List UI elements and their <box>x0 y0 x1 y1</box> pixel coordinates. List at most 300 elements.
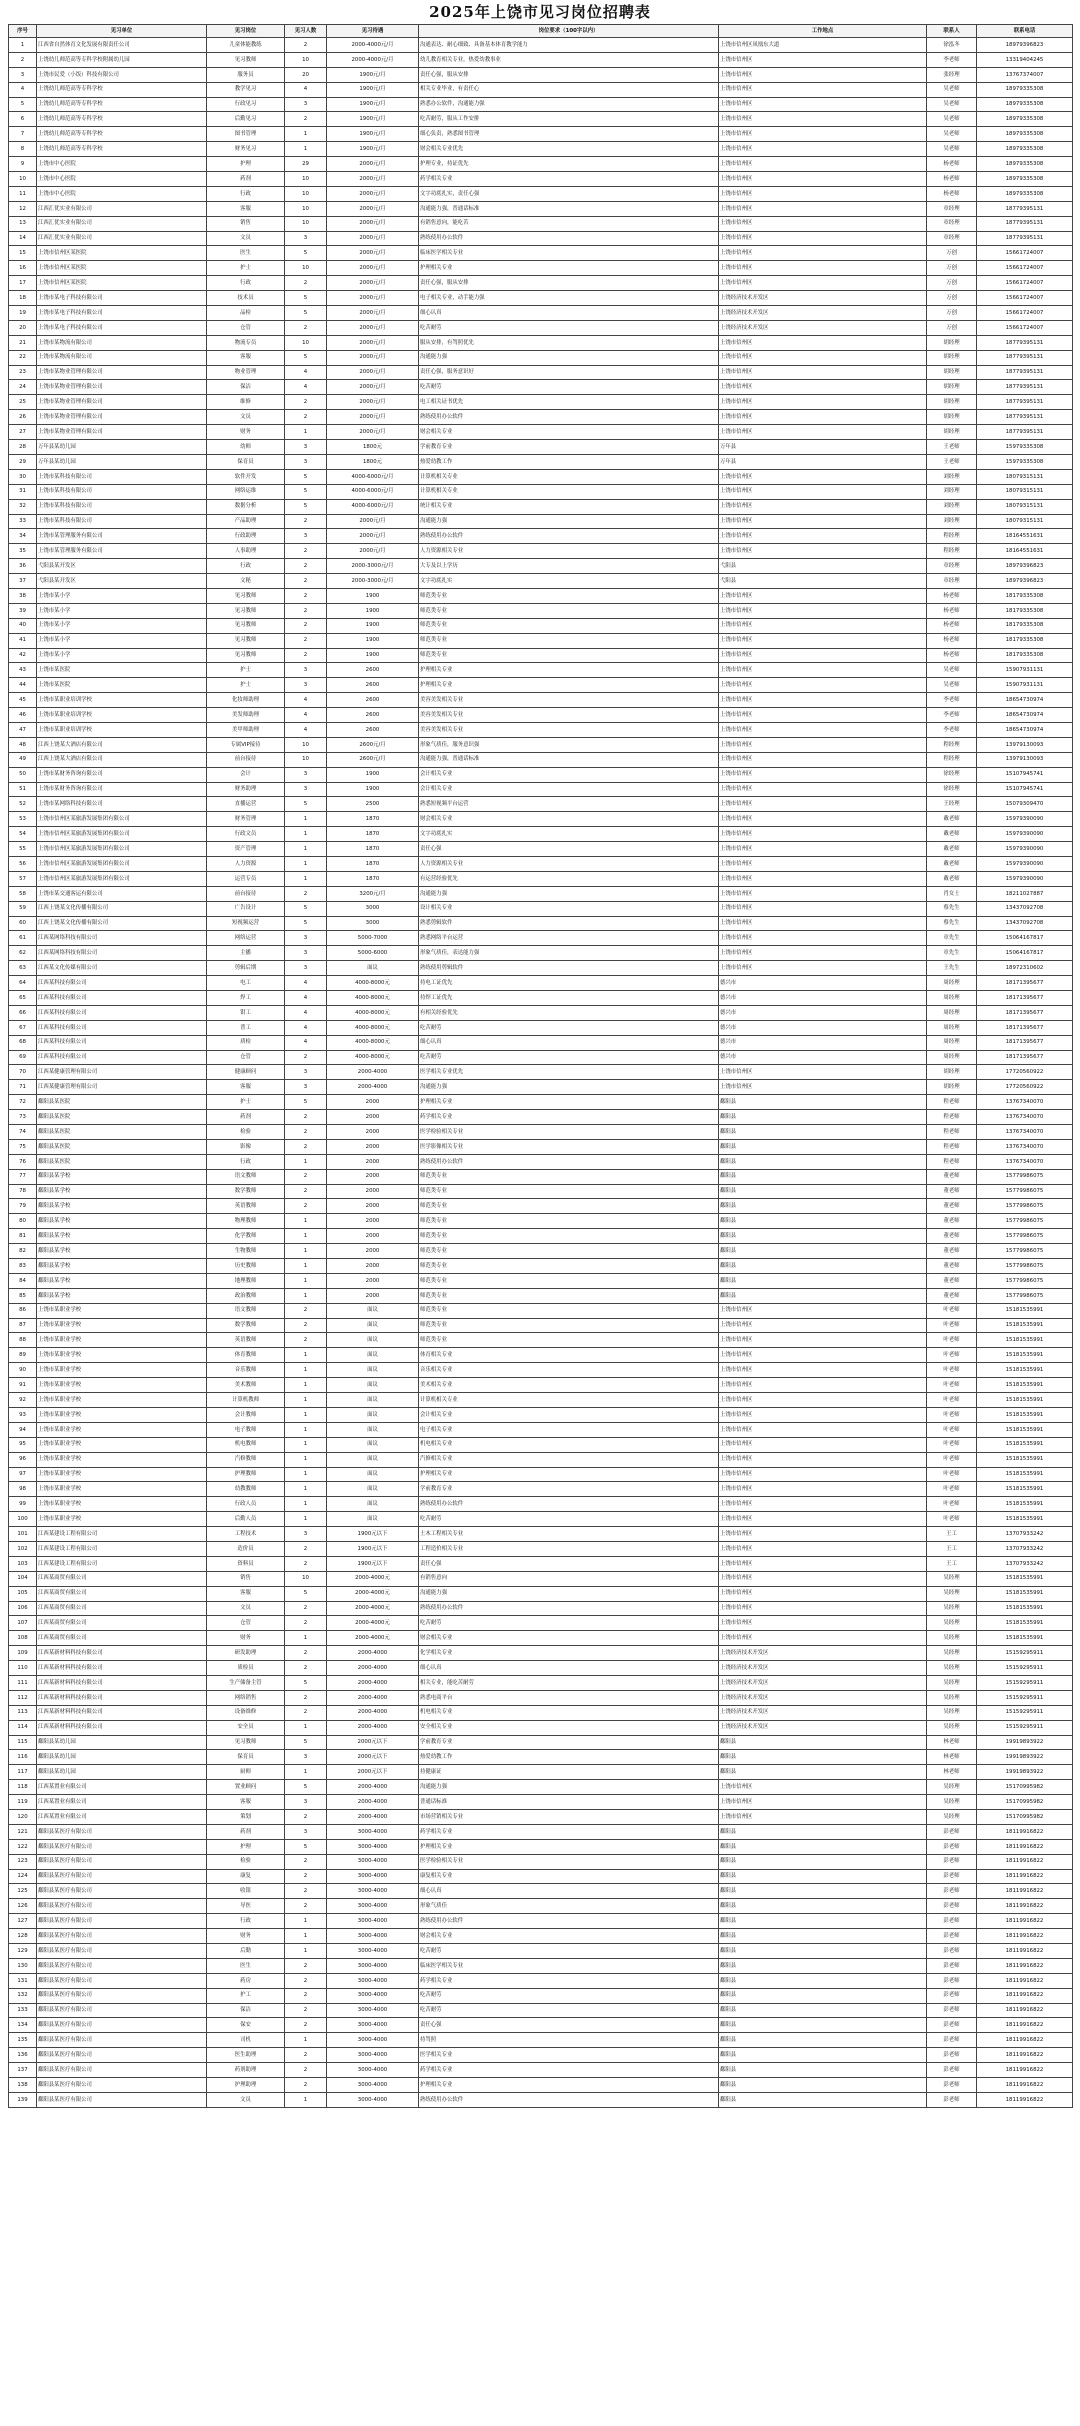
cell-count: 3 <box>285 1824 327 1839</box>
cell-requirements: 有运营经验优先 <box>419 871 719 886</box>
cell-requirements: 护理相关专业 <box>419 1839 719 1854</box>
table-row <box>9 350 1073 365</box>
cell-employer: 江西某商贸有限公司 <box>37 1586 207 1601</box>
cell-employer: 江西汇优实业有限公司 <box>37 231 207 246</box>
cell-index: 134 <box>9 2018 37 2033</box>
cell-index: 102 <box>9 1541 37 1556</box>
table-row <box>9 1125 1073 1140</box>
cell-salary: 2000-4000元 <box>327 1586 419 1601</box>
cell-requirements: 康复相关专业 <box>419 1869 719 1884</box>
cell-requirements: 熟练使用办公软件 <box>419 2092 719 2107</box>
cell-requirements: 计算机相关专业 <box>419 484 719 499</box>
table-row <box>9 1139 1073 1154</box>
cell-salary: 4000-8000元 <box>327 1005 419 1020</box>
cell-count: 1 <box>285 1348 327 1363</box>
cell-requirements: 责任心强，服从安排 <box>419 67 719 82</box>
cell-contact: 彭老师 <box>927 1869 977 1884</box>
cell-employer: 鄱阳县某医疗有限公司 <box>37 1824 207 1839</box>
cell-contact: 彭老师 <box>927 1958 977 1973</box>
cell-location: 上饶市信州区 <box>719 812 927 827</box>
cell-employer: 上饶市某物业管理有限公司 <box>37 380 207 395</box>
cell-contact: 周经理 <box>927 1020 977 1035</box>
cell-contact: 杨老师 <box>927 157 977 172</box>
cell-index: 97 <box>9 1467 37 1482</box>
cell-count: 2 <box>285 1884 327 1899</box>
cell-count: 4 <box>285 1005 327 1020</box>
cell-count: 2 <box>285 2003 327 2018</box>
cell-contact: 叶老师 <box>927 1467 977 1482</box>
cell-requirements: 沟通能力强 <box>419 886 719 901</box>
cell-employer: 江西某科技有限公司 <box>37 1005 207 1020</box>
cell-count: 4 <box>285 693 327 708</box>
cell-position: 保育员 <box>207 454 285 469</box>
cell-location: 上饶市信州区 <box>719 1452 927 1467</box>
cell-count: 1 <box>285 1467 327 1482</box>
cell-position: 产品助理 <box>207 514 285 529</box>
cell-employer: 鄱阳县某医院 <box>37 1154 207 1169</box>
cell-phone: 15979390090 <box>977 842 1073 857</box>
cell-location: 德兴市 <box>719 1005 927 1020</box>
cell-position: 护工 <box>207 1988 285 2003</box>
cell-contact: 程经理 <box>927 544 977 559</box>
cell-requirements: 护理专业，持证优先 <box>419 157 719 172</box>
table-row <box>9 1288 1073 1303</box>
cell-count: 3 <box>285 1080 327 1095</box>
cell-employer: 江西某科技有限公司 <box>37 1050 207 1065</box>
cell-employer: 上饶市某小学 <box>37 588 207 603</box>
cell-count: 1 <box>285 1393 327 1408</box>
cell-index: 45 <box>9 693 37 708</box>
table-row <box>9 1437 1073 1452</box>
cell-phone: 18171395677 <box>977 1020 1073 1035</box>
cell-employer: 上饶市某职业学校 <box>37 1363 207 1378</box>
cell-requirements: 吃苦耐劳，服从工作安排 <box>419 112 719 127</box>
cell-index: 35 <box>9 544 37 559</box>
cell-phone: 15181535991 <box>977 1363 1073 1378</box>
table-row <box>9 1422 1073 1437</box>
cell-count: 1 <box>285 1378 327 1393</box>
cell-employer: 上饶市某管理服务有限公司 <box>37 544 207 559</box>
cell-requirements: 学前教育专业 <box>419 1482 719 1497</box>
cell-requirements: 形象气质佳，服务意识强 <box>419 737 719 752</box>
cell-index: 75 <box>9 1139 37 1154</box>
cell-employer: 鄱阳县某学校 <box>37 1199 207 1214</box>
table-row <box>9 157 1073 172</box>
cell-salary: 2000元/月 <box>327 544 419 559</box>
cell-salary: 2000 <box>327 1214 419 1229</box>
cell-employer: 鄱阳县某医疗有限公司 <box>37 2078 207 2093</box>
cell-phone: 18164551631 <box>977 529 1073 544</box>
cell-contact: 叶老师 <box>927 1348 977 1363</box>
cell-index: 53 <box>9 812 37 827</box>
cell-requirements: 师范类专业 <box>419 1333 719 1348</box>
table-row <box>9 722 1073 737</box>
cell-employer: 上饶幼儿师范高等专科学校附属幼儿园 <box>37 52 207 67</box>
cell-phone: 15661724007 <box>977 276 1073 291</box>
cell-salary: 5000-7000 <box>327 931 419 946</box>
cell-contact: 吴经理 <box>927 1601 977 1616</box>
cell-index: 29 <box>9 454 37 469</box>
cell-requirements: 沟通能力强 <box>419 1080 719 1095</box>
cell-employer: 江西某建设工程有限公司 <box>37 1527 207 1542</box>
table-row <box>9 1765 1073 1780</box>
cell-employer: 上饶市信州区某旅游发展集团有限公司 <box>37 842 207 857</box>
cell-position: 医生 <box>207 1958 285 1973</box>
cell-contact: 周经理 <box>927 991 977 1006</box>
cell-count: 2 <box>285 618 327 633</box>
cell-position: 幼教教师 <box>207 1482 285 1497</box>
cell-position: 直播运营 <box>207 797 285 812</box>
cell-count: 1 <box>285 1229 327 1244</box>
cell-position: 专属VIP接待 <box>207 737 285 752</box>
cell-salary: 面议 <box>327 1303 419 1318</box>
cell-index: 31 <box>9 484 37 499</box>
cell-contact: 王老师 <box>927 454 977 469</box>
cell-contact: 吴经理 <box>927 1586 977 1601</box>
cell-requirements: 学前教育专业 <box>419 440 719 455</box>
cell-phone: 15779986075 <box>977 1244 1073 1259</box>
table-row <box>9 97 1073 112</box>
cell-employer: 江西某置业有限公司 <box>37 1809 207 1824</box>
cell-salary: 2000元以下 <box>327 1765 419 1780</box>
cell-contact: 周经理 <box>927 976 977 991</box>
cell-count: 10 <box>285 52 327 67</box>
cell-phone: 18119916822 <box>977 2078 1073 2093</box>
cell-location: 鄱阳县 <box>719 1973 927 1988</box>
cell-salary: 2000 <box>327 1125 419 1140</box>
table-row <box>9 976 1073 991</box>
cell-requirements: 学前教育专业 <box>419 1735 719 1750</box>
cell-employer: 江西上饶某文化传播有限公司 <box>37 901 207 916</box>
cell-position: 人事助理 <box>207 544 285 559</box>
cell-phone: 15181535991 <box>977 1467 1073 1482</box>
cell-location: 上饶市信州区 <box>719 499 927 514</box>
cell-employer: 江西某建设工程有限公司 <box>37 1556 207 1571</box>
cell-employer: 上饶市中心医院 <box>37 157 207 172</box>
cell-salary: 4000-8000元 <box>327 1020 419 1035</box>
header-position: 见习岗位 <box>207 25 285 38</box>
cell-location: 上饶市信州区 <box>719 201 927 216</box>
cell-contact: 董老师 <box>927 1214 977 1229</box>
cell-position: 销售 <box>207 1571 285 1586</box>
cell-count: 2 <box>285 1899 327 1914</box>
cell-location: 鄱阳县 <box>719 1273 927 1288</box>
cell-position: 广告设计 <box>207 901 285 916</box>
cell-index: 130 <box>9 1958 37 1973</box>
cell-phone: 18171395677 <box>977 1035 1073 1050</box>
cell-employer: 上饶市某职业学校 <box>37 1512 207 1527</box>
cell-position: 美发师助理 <box>207 708 285 723</box>
cell-position: 客服 <box>207 1795 285 1810</box>
cell-contact: 吴经理 <box>927 1646 977 1661</box>
cell-location: 鄱阳县 <box>719 1288 927 1303</box>
cell-phone: 13767340070 <box>977 1110 1073 1125</box>
cell-position: 收银 <box>207 1884 285 1899</box>
cell-salary: 2000 <box>327 1273 419 1288</box>
cell-requirements: 美容美发相关专业 <box>419 708 719 723</box>
cell-position: 工程技术 <box>207 1527 285 1542</box>
table-row <box>9 514 1073 529</box>
cell-salary: 2000元/月 <box>327 276 419 291</box>
table-row <box>9 1586 1073 1601</box>
cell-phone: 18779395131 <box>977 350 1073 365</box>
cell-position: 见习教师 <box>207 603 285 618</box>
cell-count: 1 <box>285 1422 327 1437</box>
cell-location: 上饶市信州区 <box>719 1437 927 1452</box>
cell-employer: 江西某商贸有限公司 <box>37 1616 207 1631</box>
cell-index: 38 <box>9 588 37 603</box>
cell-contact: 吴经理 <box>927 1661 977 1676</box>
cell-salary: 2000元/月 <box>327 216 419 231</box>
cell-requirements: 热爱幼教工作 <box>419 454 719 469</box>
table-row <box>9 648 1073 663</box>
cell-requirements: 责任心强，服务意识好 <box>419 365 719 380</box>
cell-requirements: 财会相关专业 <box>419 812 719 827</box>
cell-count: 1 <box>285 1497 327 1512</box>
table-row <box>9 603 1073 618</box>
cell-contact: 董老师 <box>927 1259 977 1274</box>
table-row <box>9 1095 1073 1110</box>
cell-salary: 面议 <box>327 1467 419 1482</box>
cell-requirements: 财会相关专业 <box>419 1631 719 1646</box>
cell-contact: 胡经理 <box>927 365 977 380</box>
cell-location: 鄱阳县 <box>719 1929 927 1944</box>
cell-count: 2 <box>285 410 327 425</box>
table-row <box>9 871 1073 886</box>
cell-requirements: 沟通能力强 <box>419 514 719 529</box>
cell-requirements: 细心负责，熟悉图书管理 <box>419 127 719 142</box>
cell-index: 11 <box>9 186 37 201</box>
cell-position: 见习教师 <box>207 633 285 648</box>
cell-position: 化学教师 <box>207 1229 285 1244</box>
cell-requirements: 药学相关专业 <box>419 1973 719 1988</box>
cell-contact: 吴经理 <box>927 1780 977 1795</box>
cell-phone: 15661724007 <box>977 291 1073 306</box>
cell-requirements: 药学相关专业 <box>419 172 719 187</box>
cell-contact: 程经理 <box>927 752 977 767</box>
cell-phone: 18979335308 <box>977 186 1073 201</box>
cell-requirements: 熟练使用办公软件 <box>419 1497 719 1512</box>
cell-employer: 江西某科技有限公司 <box>37 976 207 991</box>
cell-requirements: 人力资源相关专业 <box>419 856 719 871</box>
cell-count: 1 <box>285 1482 327 1497</box>
cell-position: 网络运营 <box>207 931 285 946</box>
cell-phone: 15181535991 <box>977 1601 1073 1616</box>
cell-salary: 面议 <box>327 1348 419 1363</box>
table-row <box>9 499 1073 514</box>
cell-index: 68 <box>9 1035 37 1050</box>
cell-contact: 刘经理 <box>927 469 977 484</box>
cell-phone: 13767374007 <box>977 67 1073 82</box>
cell-requirements: 护理相关专业 <box>419 1095 719 1110</box>
cell-employer: 鄱阳县某医院 <box>37 1139 207 1154</box>
cell-count: 4 <box>285 380 327 395</box>
cell-phone: 15779986075 <box>977 1184 1073 1199</box>
table-row <box>9 693 1073 708</box>
cell-salary: 1870 <box>327 827 419 842</box>
cell-employer: 上饶市某小学 <box>37 648 207 663</box>
cell-contact: 吴经理 <box>927 1631 977 1646</box>
cell-location: 鄱阳县 <box>719 1958 927 1973</box>
cell-contact: 吴老师 <box>927 97 977 112</box>
cell-employer: 上饶幼儿师范高等专科学校 <box>37 142 207 157</box>
cell-position: 见习教师 <box>207 618 285 633</box>
cell-count: 2 <box>285 648 327 663</box>
cell-position: 仓管 <box>207 1050 285 1065</box>
cell-requirements: 吃苦耐劳 <box>419 2003 719 2018</box>
cell-phone: 18119916822 <box>977 1854 1073 1869</box>
cell-requirements: 安全相关专业 <box>419 1720 719 1735</box>
cell-count: 5 <box>285 350 327 365</box>
cell-salary: 2600 <box>327 722 419 737</box>
table-row <box>9 1169 1073 1184</box>
cell-employer: 上饶幼儿师范高等专科学校 <box>37 97 207 112</box>
table-row <box>9 1348 1073 1363</box>
cell-position: 短视频运营 <box>207 916 285 931</box>
cell-location: 上饶市信州区 <box>719 231 927 246</box>
cell-employer: 上饶市某职业培训学校 <box>37 693 207 708</box>
cell-contact: 戴老师 <box>927 842 977 857</box>
cell-location: 上饶市信州区 <box>719 1795 927 1810</box>
table-row <box>9 425 1073 440</box>
cell-index: 137 <box>9 2063 37 2078</box>
cell-employer: 鄱阳县某医疗有限公司 <box>37 1839 207 1854</box>
cell-requirements: 文字功底扎实，责任心强 <box>419 186 719 201</box>
cell-location: 上饶市信州区 <box>719 1556 927 1571</box>
cell-index: 56 <box>9 856 37 871</box>
cell-location: 德兴市 <box>719 991 927 1006</box>
cell-phone: 18119916822 <box>977 1824 1073 1839</box>
table-row <box>9 663 1073 678</box>
cell-count: 5 <box>285 1780 327 1795</box>
cell-phone: 15979335308 <box>977 454 1073 469</box>
cell-requirements: 熟练使用办公软件 <box>419 1914 719 1929</box>
cell-location: 上饶市信州区 <box>719 1467 927 1482</box>
cell-position: 行政人员 <box>207 1497 285 1512</box>
cell-phone: 18654730974 <box>977 708 1073 723</box>
cell-requirements: 持焊工证优先 <box>419 991 719 1006</box>
cell-phone: 18779395131 <box>977 395 1073 410</box>
cell-contact: 张经理 <box>927 67 977 82</box>
cell-employer: 万年县某幼儿园 <box>37 440 207 455</box>
cell-position: 技术员 <box>207 291 285 306</box>
cell-count: 5 <box>285 291 327 306</box>
cell-contact: 彭老师 <box>927 1854 977 1869</box>
cell-phone: 19919893922 <box>977 1765 1073 1780</box>
cell-index: 36 <box>9 559 37 574</box>
cell-location: 上饶市信州区 <box>719 1080 927 1095</box>
cell-position: 护士 <box>207 1095 285 1110</box>
cell-position: 药剂 <box>207 1824 285 1839</box>
table-row <box>9 961 1073 976</box>
cell-phone: 18171395677 <box>977 1050 1073 1065</box>
cell-requirements: 熟练使用办公软件 <box>419 529 719 544</box>
cell-count: 1 <box>285 1929 327 1944</box>
table-row <box>9 2078 1073 2093</box>
cell-location: 上饶市信州区 <box>719 663 927 678</box>
cell-contact: 万创 <box>927 320 977 335</box>
cell-index: 120 <box>9 1809 37 1824</box>
cell-location: 鄱阳县 <box>719 1854 927 1869</box>
cell-contact: 彭老师 <box>927 1929 977 1944</box>
cell-position: 司机 <box>207 2033 285 2048</box>
cell-requirements: 师范类专业 <box>419 588 719 603</box>
table-header-row <box>9 25 1073 38</box>
cell-salary: 2600 <box>327 693 419 708</box>
cell-contact: 李老师 <box>927 708 977 723</box>
cell-index: 86 <box>9 1303 37 1318</box>
header-phone: 联系电话 <box>977 25 1073 38</box>
cell-employer: 鄱阳县某学校 <box>37 1184 207 1199</box>
cell-phone: 18164551631 <box>977 544 1073 559</box>
cell-employer: 鄱阳县某学校 <box>37 1259 207 1274</box>
cell-salary: 2000 <box>327 1229 419 1244</box>
cell-salary: 3000-4000 <box>327 2033 419 2048</box>
cell-requirements: 师范类专业 <box>419 1169 719 1184</box>
cell-location: 上饶市信州区 <box>719 186 927 201</box>
cell-position: 服务员 <box>207 67 285 82</box>
cell-index: 121 <box>9 1824 37 1839</box>
cell-salary: 面议 <box>327 1452 419 1467</box>
cell-location: 上饶市信州区 <box>719 112 927 127</box>
cell-index: 41 <box>9 633 37 648</box>
cell-employer: 江西汇优实业有限公司 <box>37 216 207 231</box>
cell-position: 厨师 <box>207 1765 285 1780</box>
cell-contact: 程老师 <box>927 1125 977 1140</box>
cell-contact: 章先生 <box>927 931 977 946</box>
cell-count: 2 <box>285 886 327 901</box>
table-row <box>9 246 1073 261</box>
table-row <box>9 2018 1073 2033</box>
cell-requirements: 热爱幼教工作 <box>419 1750 719 1765</box>
cell-location: 上饶经济技术开发区 <box>719 1690 927 1705</box>
cell-phone: 18079315131 <box>977 484 1073 499</box>
cell-count: 2 <box>285 38 327 53</box>
cell-location: 上饶市信州区 <box>719 1541 927 1556</box>
cell-employer: 上饶市信州区某旅游发展集团有限公司 <box>37 856 207 871</box>
cell-position: 普工 <box>207 1020 285 1035</box>
cell-contact: 程老师 <box>927 1095 977 1110</box>
cell-salary: 2000-4000 <box>327 1780 419 1795</box>
cell-count: 1 <box>285 142 327 157</box>
cell-requirements: 沟通能力强 <box>419 1586 719 1601</box>
cell-position: 历史教师 <box>207 1259 285 1274</box>
cell-salary: 2000元/月 <box>327 320 419 335</box>
cell-employer: 江西某科技有限公司 <box>37 1035 207 1050</box>
cell-phone: 15181535991 <box>977 1452 1073 1467</box>
cell-position: 药剂助理 <box>207 2063 285 2078</box>
cell-position: 保洁 <box>207 2003 285 2018</box>
cell-requirements: 医学检验相关专业 <box>419 1125 719 1140</box>
cell-contact: 章经理 <box>927 231 977 246</box>
cell-phone: 13767340070 <box>977 1125 1073 1140</box>
cell-position: 财务 <box>207 1929 285 1944</box>
cell-contact: 万创 <box>927 306 977 321</box>
cell-phone: 15181535991 <box>977 1303 1073 1318</box>
cell-contact: 董老师 <box>927 1184 977 1199</box>
cell-position: 文员 <box>207 1601 285 1616</box>
cell-count: 1 <box>285 1259 327 1274</box>
cell-contact: 吴老师 <box>927 142 977 157</box>
cell-location: 上饶市信州区 <box>719 261 927 276</box>
cell-requirements: 细心认真 <box>419 1035 719 1050</box>
cell-salary: 1900 <box>327 648 419 663</box>
cell-contact: 杨老师 <box>927 648 977 663</box>
cell-location: 上饶市信州区 <box>719 172 927 187</box>
cell-employer: 江西某新材料科技有限公司 <box>37 1690 207 1705</box>
cell-position: 品检 <box>207 306 285 321</box>
cell-location: 上饶市信州区 <box>719 886 927 901</box>
